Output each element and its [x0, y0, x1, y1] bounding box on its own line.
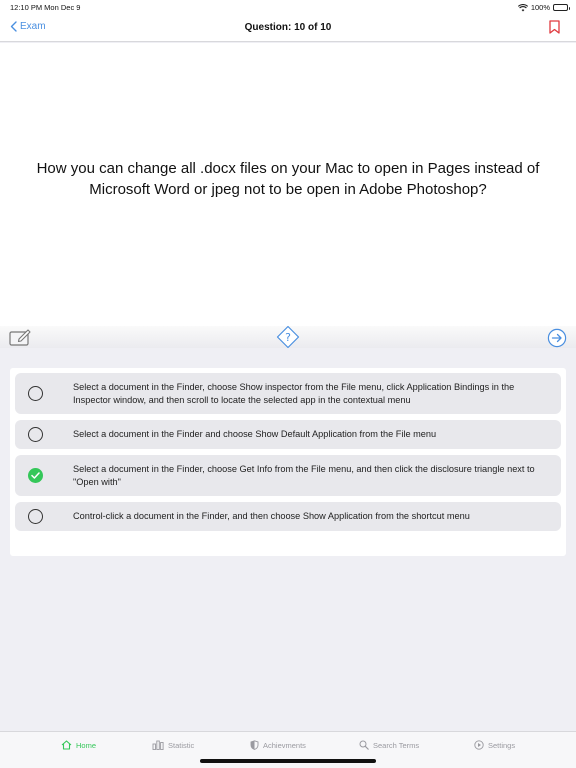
tab-statistic[interactable]	[152, 740, 194, 750]
home-indicator	[200, 759, 376, 763]
answer-text: Select a document in the Finder and choose Show Default Application from the File menu	[73, 429, 437, 440]
status-right	[518, 3, 568, 12]
bookmark-icon	[549, 20, 560, 34]
tab-home[interactable]	[61, 740, 96, 750]
status-time: 12:10 PM Mon Dec 9	[10, 3, 81, 12]
answer-text: Select a document in the Finder, choose Get Info from the File menu, and then click the disclosure triangle next to "Open with"	[73, 464, 535, 487]
battery-percent: 100%	[530, 3, 550, 12]
shield-icon	[250, 740, 259, 750]
settings-icon	[474, 740, 484, 750]
tab-achievments[interactable]	[250, 740, 306, 750]
radio-unchecked-icon	[28, 509, 43, 524]
question-toolbar	[0, 326, 576, 348]
checkmark-circle-icon	[28, 468, 43, 483]
tab-label: Home	[76, 740, 97, 750]
answer-text: Select a document in the Finder, choose Show inspector from the File menu, click Application Bindings in the Inspector window, and then scroll to locate the selected app in the contextual menu	[73, 382, 515, 405]
battery-icon	[553, 4, 568, 11]
tab-label: Statistic	[168, 740, 195, 750]
wifi-icon	[518, 4, 528, 12]
notes-button[interactable]	[9, 328, 31, 351]
back-label: Exam	[20, 21, 46, 32]
question-text: How you can change all .docx files on your Mac to open in Pages instead of Microsoft Word or jpeg not to be open in Adobe Photoshop?	[36, 160, 540, 198]
tab-label: Settings	[488, 740, 516, 750]
home-icon	[61, 740, 72, 750]
answer-option-4[interactable]	[15, 502, 561, 531]
question-area	[0, 43, 576, 326]
tab-label: Search Terms	[373, 740, 420, 750]
page-title: Question: 10 of 10	[244, 22, 332, 33]
answer-option-3[interactable]	[15, 455, 561, 496]
tab-label: Achievments	[263, 740, 306, 750]
search-icon	[359, 740, 369, 750]
next-button[interactable]	[547, 328, 567, 353]
bar-chart-icon	[152, 740, 164, 750]
status-bar	[0, 0, 576, 14]
tab-search-terms[interactable]	[359, 740, 419, 750]
answer-option-1[interactable]	[15, 373, 561, 414]
notes-icon	[9, 328, 31, 346]
svg-text:?: ?	[285, 331, 291, 344]
radio-unchecked-icon	[28, 386, 43, 401]
hint-icon	[276, 325, 300, 349]
answer-option-2[interactable]	[15, 420, 561, 449]
bookmark-button[interactable]	[549, 20, 560, 39]
radio-unchecked-icon	[28, 427, 43, 442]
answer-list	[10, 368, 566, 556]
next-icon	[547, 328, 567, 348]
nav-bar	[0, 14, 576, 42]
tab-settings[interactable]	[474, 740, 515, 750]
hint-button[interactable]	[276, 325, 300, 354]
answer-text: Control-click a document in the Finder, and then choose Show Application from the shortcut menu	[73, 511, 470, 522]
